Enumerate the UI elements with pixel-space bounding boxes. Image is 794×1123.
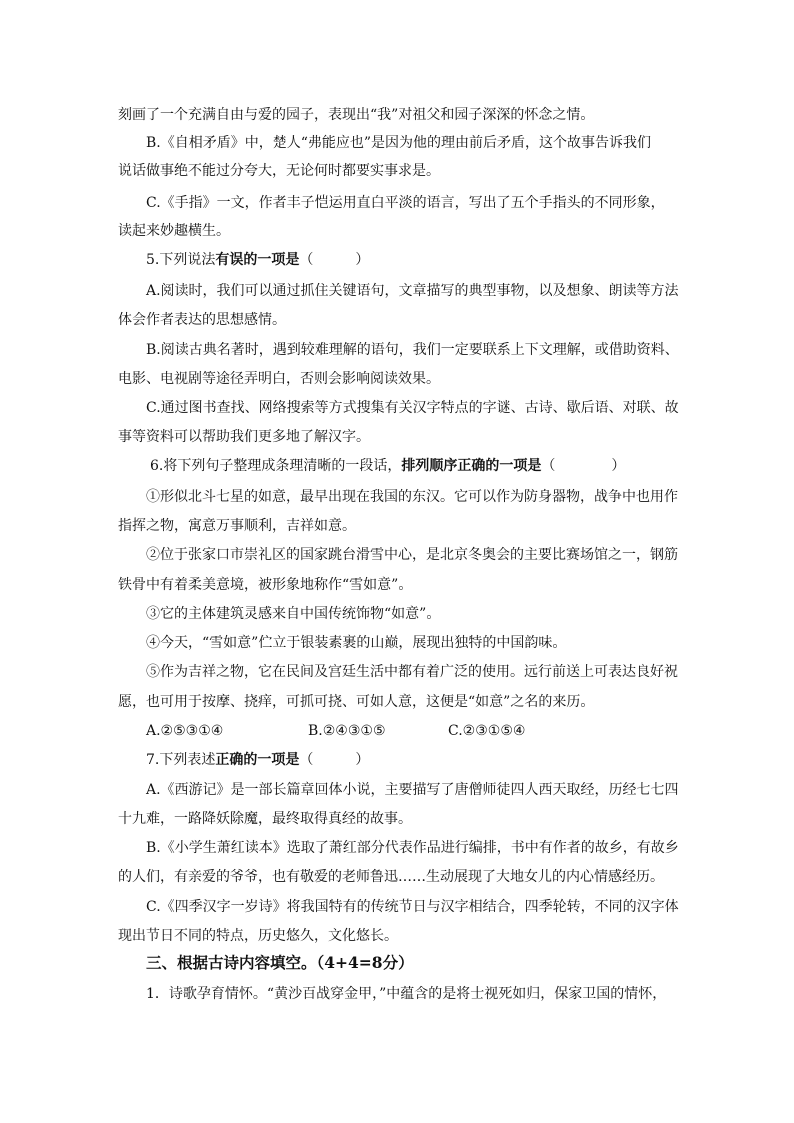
text-line: 事等资料可以帮助我们更多地了解汉字。 bbox=[118, 429, 370, 445]
text-line: 十九难，一路降妖除魔，最终取得真经的故事。 bbox=[118, 811, 412, 827]
option-a-text: A.《西游记》是一部长篇章回体小说，主要描写了唐僧师徒四人西天取经，历经七七四 bbox=[146, 782, 679, 798]
question-6 bbox=[150, 456, 625, 476]
option-a-text: A.阅读时，我们可以通过抓住关键语句，文章描写的典型事物，以及想象、朗读等方法 bbox=[146, 283, 679, 299]
question-emphasis: 有误的一项是 bbox=[215, 252, 300, 268]
text-line: 指挥之物，寓意万事顺利，吉祥如意。 bbox=[118, 518, 356, 534]
answer-blank: （ ） bbox=[299, 252, 370, 268]
option-c-text: C.《四季汉字一岁诗》将我国特有的传统节日与汉字相结合，四季轮转，不同的汉字体 bbox=[146, 899, 679, 915]
section-heading: 三、根据古诗内容填空。（4+4=8分） bbox=[146, 953, 414, 972]
question-number: 5.下列说法 bbox=[146, 252, 216, 268]
option-b-text: B.《小学生萧红读本》选取了萧红部分代表作品进行编排，书中有作者的故乡，有故乡 bbox=[146, 840, 679, 856]
question-5 bbox=[146, 250, 369, 270]
text-line: 读起来妙趣横生。 bbox=[118, 223, 230, 239]
question-7 bbox=[146, 750, 369, 770]
question-emphasis: 排列顺序正确的一项是 bbox=[401, 458, 542, 474]
text-line: 铁骨中有着柔美意境，被形象地称作“雪如意”。 bbox=[118, 577, 413, 593]
text-line: 体会作者表达的思想感情。 bbox=[118, 312, 286, 328]
choice-a: A.②⑤③①④ bbox=[146, 723, 224, 739]
text-line: 刻画了一个充满自由与爱的园子，表现出“我”对祖父和园子深深的怀念之情。 bbox=[118, 107, 595, 123]
poem-question-1: 1．诗歌孕育情怀。“黄沙百战穿金甲，”中蕴含的是将士视死如归，保家卫国的情怀， bbox=[146, 986, 667, 1002]
option-c-text: C.通过图书查找、网络搜索等方式搜集有关汉字特点的字谜、古诗、歇后语、对联、故 bbox=[146, 400, 679, 416]
question-emphasis: 正确的一项是 bbox=[215, 752, 300, 768]
text-line: 电影、电视剧等途径弄明白，否则会影响阅读效果。 bbox=[118, 371, 440, 387]
answer-blank: （ ） bbox=[541, 458, 626, 474]
choice-b: B.②④③①⑤ bbox=[308, 723, 386, 739]
sentence-5: ⑤作为吉祥之物，它在民间及宫廷生活中都有着广泛的使用。远行前送上可表达良好祝 bbox=[146, 664, 678, 680]
question-number: 7.下列表述 bbox=[146, 752, 216, 768]
sentence-4: ④今天，“雪如意”伫立于银装素裹的山巅，展现出独特的中国韵味。 bbox=[146, 635, 567, 651]
option-b-text: B.阅读古典名著时，遇到较难理解的语句，我们一定要联系上下文理解，或借助资料、 bbox=[146, 342, 679, 358]
answer-blank: （ ） bbox=[299, 752, 370, 768]
option-b-text: B.《自相矛盾》中，楚人“弗能应也”是因为他的理由前后矛盾，这个故事告诉我们 bbox=[146, 135, 652, 151]
sentence-3: ③它的主体建筑灵感来自中国传统饰物“如意”。 bbox=[146, 606, 441, 622]
sentence-2: ②位于张家口市崇礼区的国家跳台滑雪中心，是北京冬奥会的主要比赛场馆之一，钢筋 bbox=[146, 547, 678, 563]
choice-c: C.②③①⑤④ bbox=[448, 723, 526, 739]
text-line: 的人们，有亲爱的爷爷，也有敬爱的老师鲁迅……生动展现了大地女儿的内心情感经历。 bbox=[118, 869, 664, 885]
sentence-1: ①形似北斗七星的如意，最早出现在我国的东汉。它可以作为防身器物，战争中也用作 bbox=[146, 489, 678, 505]
question-number: 6.将下列句子整理成条理清晰的一段话， bbox=[150, 458, 402, 474]
text-line: 说话做事绝不能过分夸大，无论何时都要实事求是。 bbox=[118, 163, 440, 179]
option-c-text: C.《手指》一文，作者丰子恺运用直白平淡的语言，写出了五个手指头的不同形象， bbox=[146, 195, 665, 211]
text-line: 愿，也可用于按摩、挠痒，可抓可挠、可如人意，这便是“如意”之名的来历。 bbox=[118, 694, 595, 710]
text-line: 现出节日不同的特点，历史悠久，文化悠长。 bbox=[118, 928, 398, 944]
